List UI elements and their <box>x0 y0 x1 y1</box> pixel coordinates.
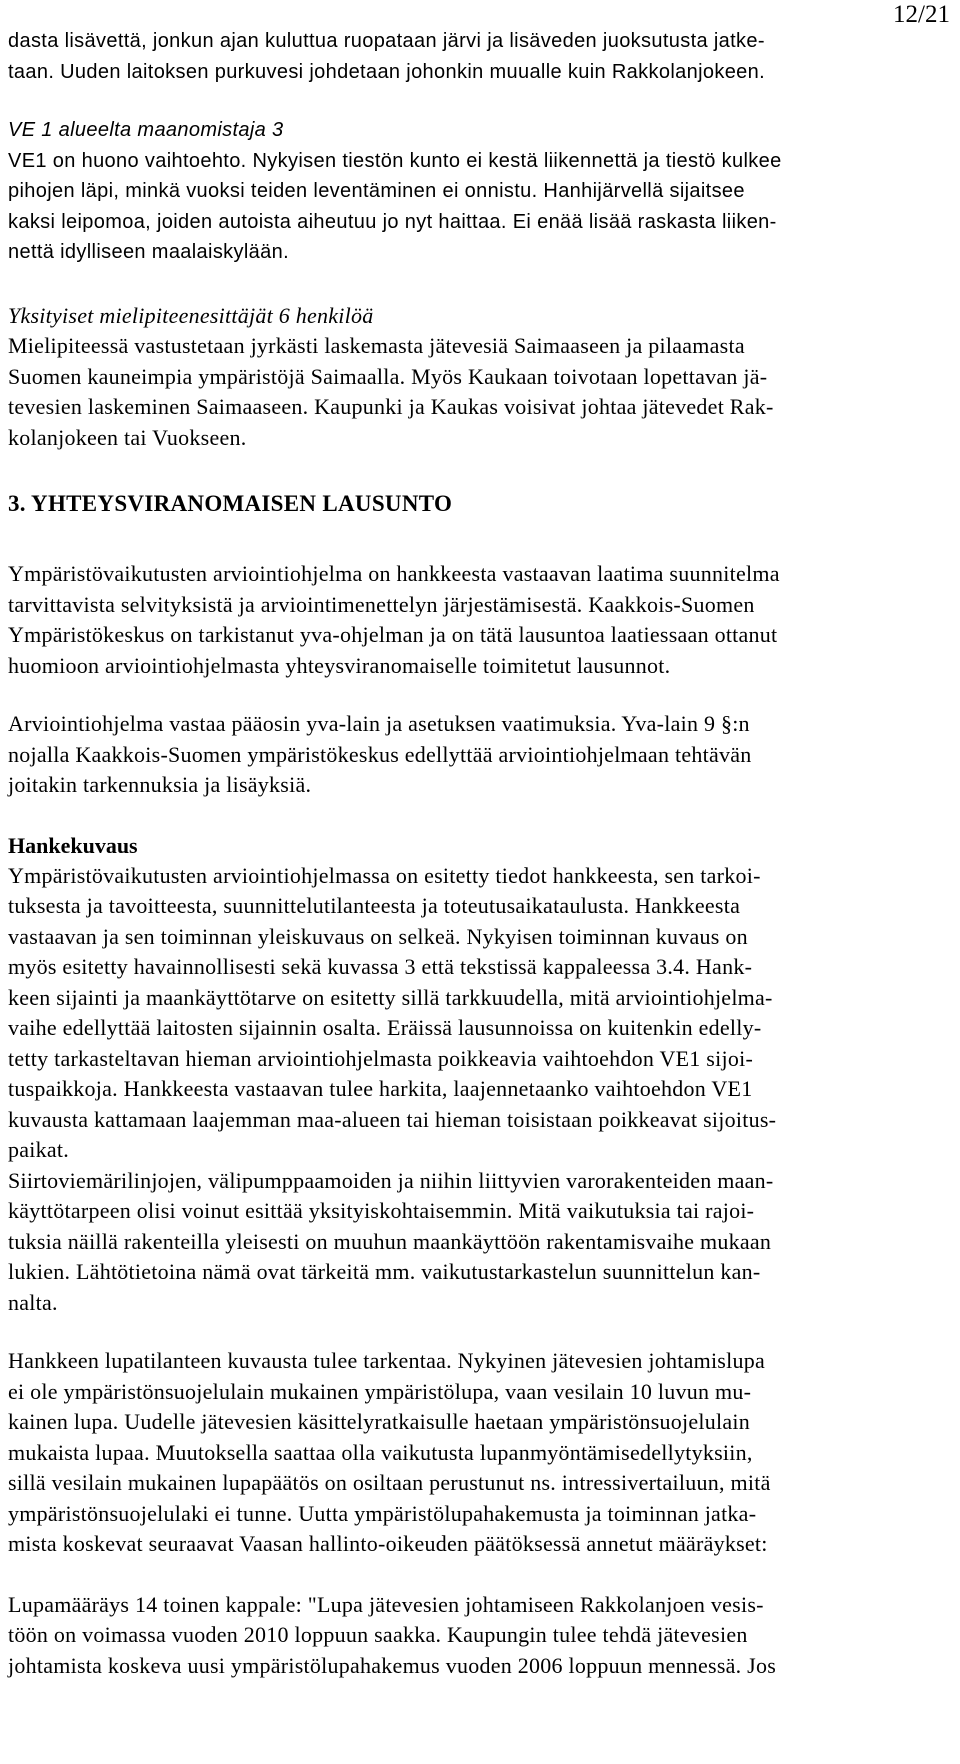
text-line: kaksi leipomoa, joiden autoista aiheutuu jo nyt haittaa. Ei enää lisää raskasta liiken- <box>8 210 777 233</box>
text-line: tuksia näillä rakenteilla yleisesti on muuhun maankäyttöön rakentamisvaihe mukaan <box>8 1228 772 1254</box>
text-line: Mielipiteessä vastustetaan jyrkästi laskemasta jätevesiä Saimaaseen ja pilaamasta <box>8 333 745 358</box>
text-line: mukaista lupaa. Muutoksella saattaa olla vaikutusta lupanmyöntämisedellytyksiin, <box>8 1439 753 1465</box>
text-line: Suomen kauneimpia ympäristöjä Saimaalla. Myös Kaukaan toivotaan lopettavan jä- <box>8 363 768 389</box>
text-line: dasta lisävettä, jonkun ajan kuluttua ruopataan järvi ja lisäveden juoksutusta jatke- <box>8 30 765 52</box>
project-paragraph-2 <box>8 1166 938 1319</box>
text-line: kuvausta kattamaan laajemman maa-alueen tai hieman toisistaan poikkeavat sijoitus- <box>8 1106 777 1132</box>
private-opinion-section <box>8 301 938 454</box>
text-line: nettä idylliseen maalaiskylään. <box>8 241 289 263</box>
page-number: 12/21 <box>893 1 950 28</box>
text-line: sillä vesilain mukainen lupapäätös on osiltaan perustunut ns. intressivertailuun, mitä <box>8 1470 771 1495</box>
text-line: VE1 on huono vaihtoehto. Nykyisen tiestön kunto ei kestä liikennettä ja tiestö kulkee <box>8 149 782 172</box>
text-line: tetty tarkasteltavan hieman arviointiohjelmasta poikkeavia vaihtoehdon VE1 sijoi- <box>8 1045 754 1071</box>
text-line: ympäristönsuojelulaki ei tunne. Uutta ympäristölupahakemusta ja toiminnan jatka- <box>8 1500 757 1526</box>
text-line: kainen lupa. Uudelle jätevesien käsittelyratkaisulle haetaan ympäristönsuojelulain <box>8 1409 750 1434</box>
text-line: Ympäristövaikutusten arviointiohjelma on hankkeesta vastaavan laatima suunnitelma <box>8 561 780 586</box>
text-line: johtamista koskeva uusi ympäristölupahakemus vuoden 2006 loppuun mennessä. Jos <box>8 1652 777 1678</box>
text-line: tuksesta ja tavoitteesta, suunnittelutilanteesta ja toteutusaikataulusta. Hankkeesta <box>8 893 741 918</box>
document-content <box>8 26 938 1681</box>
text-line: Ympäristökeskus on tarkistanut yva-ohjelman ja on tätä lausuntoa laatiessaan ottanut <box>8 622 778 647</box>
text-line: töön on voimassa vuoden 2010 loppuun saakka. Kaupungin tulee tehdä jätevesien <box>8 1622 748 1647</box>
text-line: Lupamääräys 14 toinen kappale: "Lupa jätevesien johtamiseen Rakkolanjoen vesis- <box>8 1591 764 1617</box>
text-line: kolanjokeen tai Vuokseen. <box>8 424 247 450</box>
section-heading: Yksityiset mielipiteenesittäjät 6 henkilöä <box>8 302 374 328</box>
text-line: myös esitetty havainnollisesti sekä kuvassa 3 että tekstissä kappaleessa 3.4. Hank- <box>8 954 753 979</box>
text-line: huomioon arviointiohjelmasta yhteysviranomaiselle toimitetut lausunnot. <box>8 652 671 678</box>
text-line: Siirtoviemärilinjojen, välipumppaamoiden ja niihin liittyvien varorakenteiden maan- <box>8 1167 774 1193</box>
text-line: Arviointiohjelma vastaa pääosin yva-lain ja asetuksen vaatimuksia. Yva-lain 9 §:n <box>8 711 750 736</box>
intro-paragraph <box>8 26 938 87</box>
project-paragraph-3 <box>8 1346 938 1560</box>
project-paragraph-4 <box>8 1590 938 1682</box>
authority-paragraph-1 <box>8 559 938 681</box>
text-line: Ympäristövaikutusten arviointiohjelmassa on esitetty tiedot hankkeesta, sen tarkoi- <box>8 862 761 888</box>
text-line: tevesien laskeminen Saimaaseen. Kaupunki ja Kaukas voisivat johtaa jätevedet Rak- <box>8 394 774 419</box>
authority-heading: 3. YHTEYSVIRANOMAISEN LAUSUNTO <box>8 491 453 516</box>
text-line: vastaavan ja sen toiminnan yleiskuvaus on selkeä. Nykyisen toiminnan kuvaus on <box>8 923 748 949</box>
text-line: nojalla Kaakkois-Suomen ympäristökeskus edellyttää arviointiohjelmaan tehtävän <box>8 741 752 767</box>
text-line: käyttötarpeen olisi voinut esittää yksityiskohtaisemmin. Mitä vaikutuksia tai rajoi- <box>8 1198 755 1223</box>
ve1-section <box>8 115 938 268</box>
text-line: tuspaikkoja. Hankkeesta vastaavan tulee harkita, laajennetaanko vaihtoehdon VE1 <box>8 1076 753 1101</box>
text-line: lukien. Lähtötietoina nämä ovat tärkeitä mm. vaikutustarkastelun suunnittelun kan- <box>8 1259 761 1284</box>
text-line: paikat. <box>8 1137 70 1162</box>
text-line: ei ole ympäristönsuojelulain mukainen ympäristölupa, vaan vesilain 10 luvun mu- <box>8 1378 752 1404</box>
authority-paragraph-2 <box>8 709 938 801</box>
text-line: mista koskevat seuraavat Vaasan hallinto-oikeuden päätöksessä annetut määräykset: <box>8 1531 768 1556</box>
text-line: taan. Uuden laitoksen purkuvesi johdetaan johonkin muualle kuin Rakkolanjokeen. <box>8 60 766 83</box>
project-paragraph-1 <box>8 861 938 1166</box>
project-description-heading: Hankekuvaus <box>8 832 138 858</box>
section-heading: VE 1 alueelta maanomistaja 3 <box>8 119 284 141</box>
text-line: Hankkeen lupatilanteen kuvausta tulee tarkentaa. Nykyinen jätevesien johtamislupa <box>8 1348 765 1373</box>
text-line: nalta. <box>8 1289 58 1315</box>
text-line: vaihe edellyttää laitosten sijainnin osalta. Eräissä lausunnoissa on kuitenkin edelly- <box>8 1015 762 1040</box>
text-line: pihojen läpi, minkä vuoksi teiden leventäminen ei onnistu. Hanhijärvellä sijaitsee <box>8 180 745 202</box>
text-line: joitakin tarkennuksia ja lisäyksiä. <box>8 772 312 797</box>
text-line: keen sijainti ja maankäyttötarve on esitetty sillä tarkkuudella, mitä arviointiohjelma- <box>8 984 773 1010</box>
text-line: tarvittavista selvityksistä ja arviointimenettelyn järjestämisestä. Kaakkois-Suomen <box>8 591 755 617</box>
